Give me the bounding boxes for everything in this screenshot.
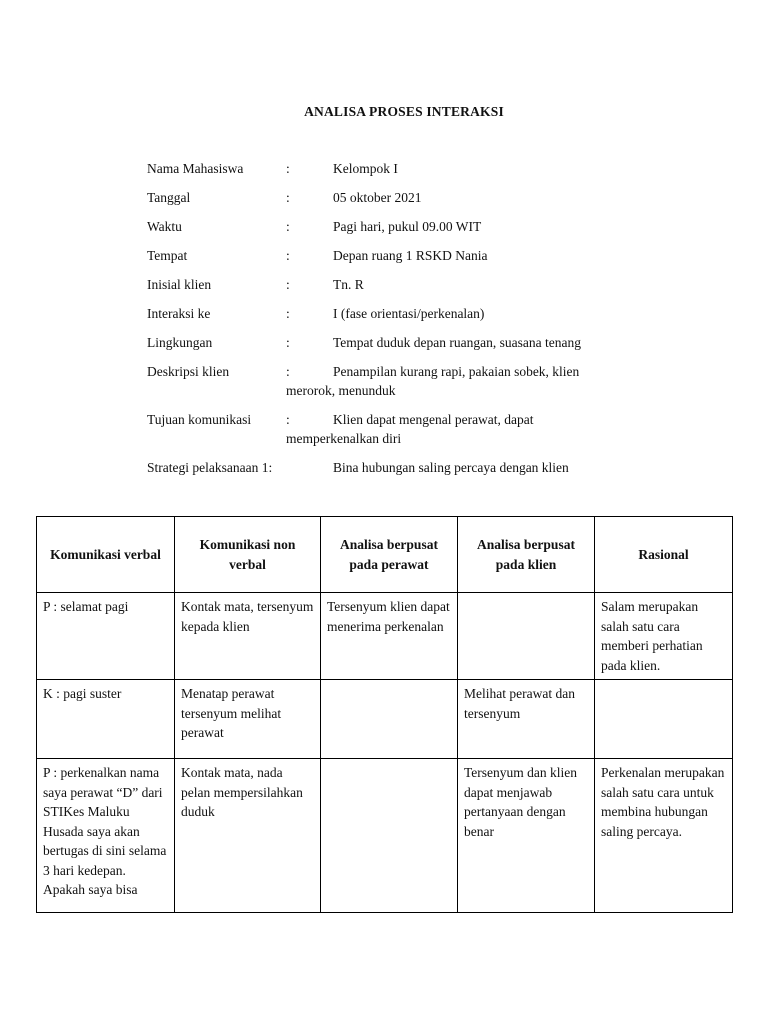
info-label: Deskripsi klien	[147, 364, 230, 379]
info-colon: :	[286, 364, 290, 379]
table-header-row	[37, 517, 733, 593]
info-label: Lingkungan	[147, 335, 213, 350]
info-row-tujuan	[147, 410, 647, 448]
info-value: Klien dapat mengenal perawat, dapat	[333, 412, 534, 427]
table-cell: P : perkenalkan nama saya perawat “D” dari STIKes Maluku Husada saya akan bertugas di sini selama 3 hari kedepan. Apakah saya bisa	[37, 759, 175, 913]
table-row	[37, 759, 733, 913]
table-cell: Salam merupakan salah satu cara memberi perhatian pada klien.	[595, 593, 733, 680]
info-value: I (fase orientasi/perkenalan)	[333, 306, 485, 321]
info-colon: :	[286, 306, 290, 321]
header-analisa-klien: Analisa berpusat pada klien	[458, 517, 595, 593]
table-row	[37, 593, 733, 680]
info-value-continued: memperkenalkan diri	[286, 431, 402, 446]
info-value: Pagi hari, pukul 09.00 WIT	[333, 219, 482, 234]
info-row-tempat	[147, 246, 647, 265]
table-cell: Melihat perawat dan tersenyum	[458, 680, 595, 759]
info-colon: :	[286, 190, 290, 205]
info-row-inisial	[147, 275, 647, 294]
header-komunikasi-non-verbal: Komunikasi non verbal	[175, 517, 321, 593]
info-section	[147, 159, 647, 487]
table-cell: Kontak mata, tersenyum kepada klien	[175, 593, 321, 680]
info-label: Tujuan komunikasi	[147, 412, 252, 427]
info-colon: :	[286, 412, 290, 427]
table-cell: Tersenyum klien dapat menerima perkenalan	[321, 593, 458, 680]
table-cell: Kontak mata, nada pelan mempersilahkan duduk	[175, 759, 321, 913]
info-label: Strategi pelaksanaan 1:	[147, 460, 273, 475]
info-label: Waktu	[147, 219, 182, 234]
info-value: 05 oktober 2021	[333, 190, 422, 205]
table-cell	[458, 593, 595, 680]
table-cell: P : selamat pagi	[37, 593, 175, 680]
table-cell	[321, 680, 458, 759]
info-label: Tanggal	[147, 190, 191, 205]
table-cell: K : pagi suster	[37, 680, 175, 759]
table-cell	[595, 680, 733, 759]
info-label: Inisial klien	[147, 277, 212, 292]
info-row-deskripsi	[147, 362, 647, 400]
info-label: Tempat	[147, 248, 188, 263]
table-cell: Perkenalan merupakan salah satu cara untuk membina hubungan saling percaya.	[595, 759, 733, 913]
info-value: Penampilan kurang rapi, pakaian sobek, klien	[333, 364, 580, 379]
interaction-table	[36, 516, 733, 913]
info-label: Interaksi ke	[147, 306, 211, 321]
info-row-nama	[147, 159, 647, 178]
info-row-lingkungan	[147, 333, 647, 352]
info-colon: :	[286, 335, 290, 350]
info-row-waktu	[147, 217, 647, 236]
table-cell: Menatap perawat tersenyum melihat perawat	[175, 680, 321, 759]
info-row-interaksi	[147, 304, 647, 323]
info-value: Bina hubungan saling percaya dengan klien	[333, 460, 569, 475]
info-colon: :	[286, 248, 290, 263]
info-row-strategi	[147, 458, 647, 477]
info-value-continued: merorok, menunduk	[286, 383, 396, 398]
info-value: Tn. R	[333, 277, 364, 292]
table-cell	[321, 759, 458, 913]
document-title: ANALISA PROSES INTERAKSI	[304, 104, 504, 119]
header-analisa-perawat: Analisa berpusat pada perawat	[321, 517, 458, 593]
header-komunikasi-verbal: Komunikasi verbal	[37, 517, 175, 593]
info-colon: :	[286, 219, 290, 234]
info-row-tanggal	[147, 188, 647, 207]
info-colon: :	[286, 161, 290, 176]
info-value: Kelompok I	[333, 161, 398, 176]
table-row	[37, 680, 733, 759]
info-value: Depan ruang 1 RSKD Nania	[333, 248, 488, 263]
info-colon: :	[286, 277, 290, 292]
table-cell: Tersenyum dan klien dapat menjawab pertanyaan dengan benar	[458, 759, 595, 913]
header-rasional: Rasional	[595, 517, 733, 593]
info-value: Tempat duduk depan ruangan, suasana tenang	[333, 335, 581, 350]
info-label: Nama Mahasiswa	[147, 161, 244, 176]
